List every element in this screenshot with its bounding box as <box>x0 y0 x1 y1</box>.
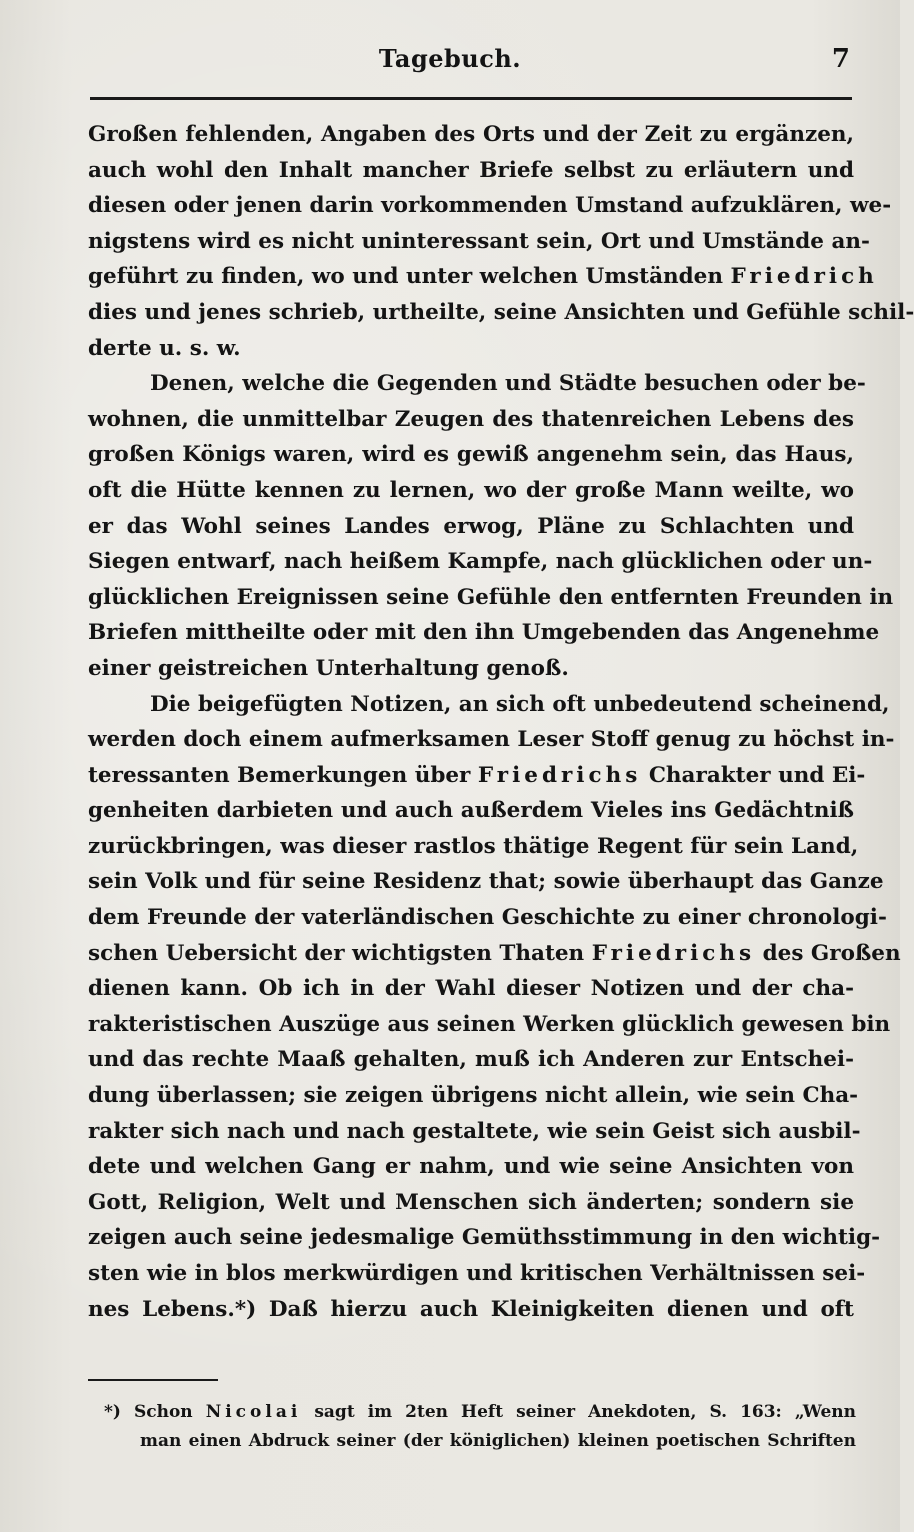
text-line: Großen fehlenden, Angaben des Orts und der Zeit zu ergänzen, <box>88 122 854 147</box>
text-line: und das rechte Maaß gehalten, muß ich Anderen zur Entschei- <box>88 1047 854 1073</box>
text-segment: teressanten Bemerkungen über <box>88 762 471 788</box>
running-head <box>0 44 900 80</box>
text-segment: Charakter und Ei- <box>648 762 866 788</box>
text-line: zeigen auch seine jedesmalige Gemüthsstimmung in den wichtig- <box>88 1225 881 1251</box>
text-line: nes Lebens.*) Daß hierzu auch Kleinigkeiten dienen und oft <box>88 1296 854 1322</box>
footnote-line <box>104 1398 856 1427</box>
header-rule <box>90 97 852 100</box>
footnote-text: sagt im 2ten Heft seiner Anekdoten, S. 163: „Wenn <box>314 1402 857 1422</box>
name-friedrichs: Friedrichs <box>477 762 642 788</box>
text-line: diesen oder jenen darin vorkommenden Umstand aufzuklären, we- <box>88 193 892 219</box>
text-line <box>88 758 866 794</box>
text-segment: des Großen <box>762 940 901 966</box>
text-line: Briefen mittheilte oder mit den ihn Umgebenden das Angenehme <box>88 620 880 646</box>
text-line <box>88 259 878 295</box>
text-segment: geführt zu finden, wo und unter welchen Umständen <box>88 264 723 290</box>
footnote-line: man einen Abdruck seiner (der königlichen) kleinen poetischen Schriften <box>140 1431 856 1451</box>
footnote-text: Schon <box>133 1402 193 1422</box>
running-title: Tagebuch. <box>378 44 522 73</box>
name-friedrichs: Friedrichs <box>591 940 756 966</box>
footnote-rule <box>88 1379 218 1381</box>
text-line: er das Wohl seines Landes erwog, Pläne zu Schlachten und <box>88 513 854 539</box>
text-line: derte u. s. w. <box>88 335 241 361</box>
text-line: dienen kann. Ob ich in der Wahl dieser Notizen und der cha- <box>88 976 854 1002</box>
text-line: Gott, Religion, Welt und Menschen sich änderten; sondern sie <box>88 1189 854 1215</box>
name-nicolai: Nicolai <box>205 1402 302 1422</box>
text-line: sten wie in blos merkwürdigen und kritischen Verhältnissen sei- <box>88 1261 866 1286</box>
text-line: sein Volk und für seine Residenz that; sowie überhaupt das Ganze <box>88 869 884 895</box>
text-line: dete und welchen Gang er nahm, und wie seine Ansichten von <box>88 1154 854 1180</box>
text-line: genheiten darbieten und auch außerdem Vieles ins Gedächtniß <box>88 798 854 824</box>
text-line: wohnen, die unmittelbar Zeugen des thatenreichen Lebens des <box>88 406 854 432</box>
text-line: großen Königs waren, wird es gewiß angenehm sein, das Haus, <box>88 442 854 468</box>
text-line: zurückbringen, was dieser rastlos thätige Regent für sein Land, <box>88 833 859 859</box>
text-line: nigstens wird es nicht uninteressant sein, Ort und Umstände an- <box>88 228 870 254</box>
name-friedrich: Friedrich <box>730 264 878 290</box>
page-number: 7 <box>831 44 850 74</box>
text-line: dung überlassen; sie zeigen übrigens nicht allein, wie sein Cha- <box>88 1083 859 1109</box>
text-line: Siegen entwarf, nach heißem Kampfe, nach glücklichen oder un- <box>88 549 873 575</box>
paragraph-start: Die beigefügten Notizen, an sich oft unbedeutend scheinend, <box>150 691 890 717</box>
text-line: dies und jenes schrieb, urtheilte, seine Ansichten und Gefühle schil- <box>88 299 914 325</box>
text-line: einer geistreichen Unterhaltung genoß. <box>88 655 569 681</box>
body-text <box>88 117 914 1327</box>
text-line <box>88 936 901 972</box>
footnote <box>104 1398 856 1456</box>
text-line: rakter sich nach und nach gestaltete, wie sein Geist sich ausbil- <box>88 1118 861 1144</box>
text-line: werden doch einem aufmerksamen Leser Stoff genug zu höchst in- <box>88 727 895 753</box>
text-line: rakteristischen Auszüge aus seinen Werken glücklich gewesen bin <box>88 1011 891 1037</box>
footnote-marker: *) <box>104 1402 121 1422</box>
text-line: auch wohl den Inhalt mancher Briefe selbst zu erläutern und <box>88 157 854 183</box>
text-line: dem Freunde der vaterländischen Geschichte zu einer chronologi- <box>88 905 887 931</box>
text-line: oft die Hütte kennen zu lernen, wo der große Mann weilte, wo <box>88 477 854 503</box>
paragraph-start: Denen, welche die Gegenden und Städte besuchen oder be- <box>150 371 866 397</box>
text-line: glücklichen Ereignissen seine Gefühle den entfernten Freunden in <box>88 584 894 610</box>
text-segment: schen Uebersicht der wichtigsten Thaten <box>88 940 585 966</box>
